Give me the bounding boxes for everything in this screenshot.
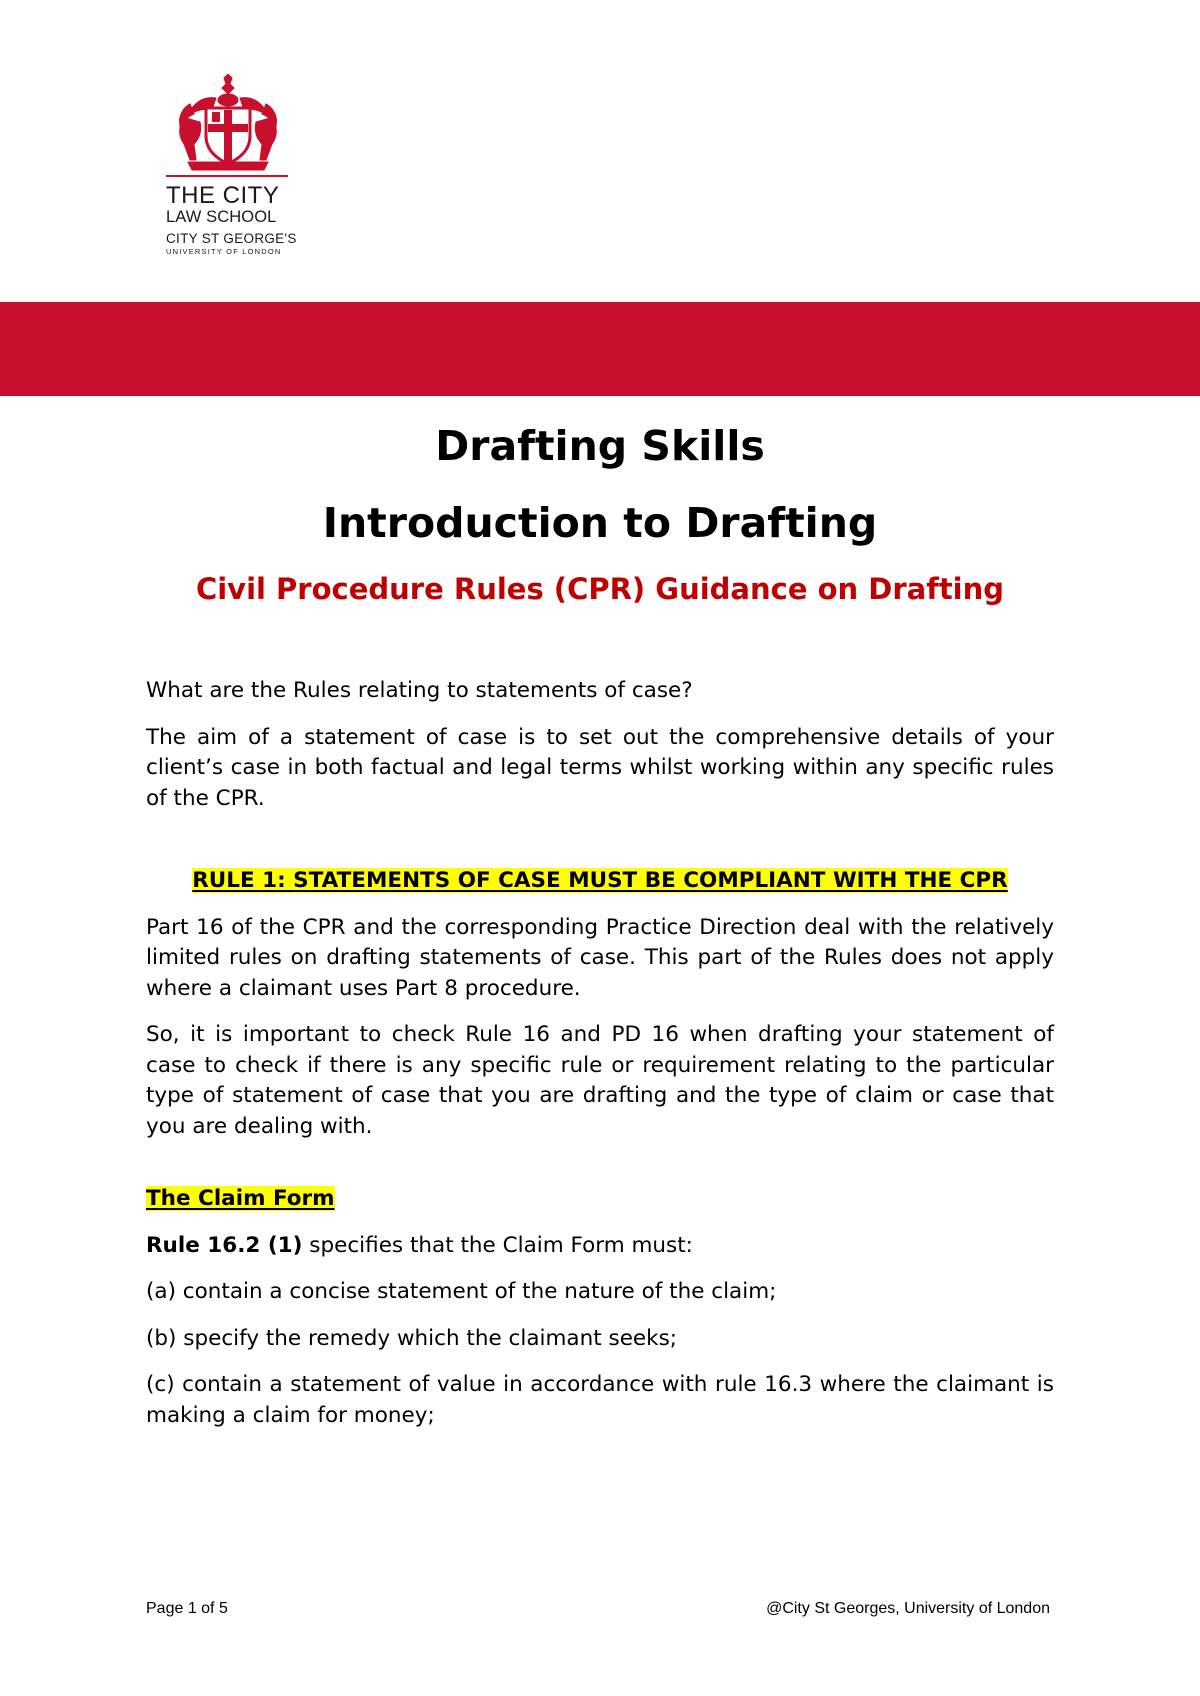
rule-reference: Rule 16.2 (1) bbox=[146, 1232, 303, 1258]
red-banner bbox=[0, 302, 1200, 396]
rule-1-heading-text: RULE 1: STATEMENTS OF CASE MUST BE COMPLIANT WITH THE CPR bbox=[192, 868, 1008, 893]
page-number: Page 1 of 5 bbox=[146, 1600, 228, 1617]
claim-form-heading-text: The Claim Form bbox=[146, 1186, 335, 1211]
logo-line-the-city: THE CITY bbox=[166, 182, 280, 209]
rule-reference-text: specifies that the Claim Form must: bbox=[302, 1232, 693, 1258]
logo-line-city-st-georges: CITY ST GEORGE'S bbox=[166, 231, 297, 246]
logo-line-university: UNIVERSITY OF LONDON bbox=[166, 247, 282, 256]
page-subtitle-main: Introduction to Drafting bbox=[322, 499, 878, 547]
intro-paragraph: The aim of a statement of case is to set out the comprehensive details of your client’s case in both factual and legal terms whilst working within any specific rules of the CPR. bbox=[146, 724, 1054, 811]
document-body bbox=[146, 676, 1054, 1431]
rule-reference-paragraph bbox=[146, 1231, 1054, 1262]
claim-form-heading bbox=[146, 1184, 1054, 1215]
page-subtitle-cpr: Civil Procedure Rules (CPR) Guidance on Drafting bbox=[195, 572, 1005, 606]
list-item: (a) contain a concise statement of the nature of the claim; bbox=[146, 1279, 777, 1304]
question-paragraph: What are the Rules relating to statements of case? bbox=[146, 678, 693, 703]
logo-line-law-school: LAW SCHOOL bbox=[166, 208, 277, 226]
list-item: (c) contain a statement of value in accordance with rule 16.3 where the claimant is making a claim for money; bbox=[146, 1372, 1054, 1428]
rule-1-paragraph-1: Part 16 of the CPR and the corresponding Practice Direction deal with the relatively limited rules on drafting statements of case. This part of the Rules does not apply where a claimant uses Part 8 procedure. bbox=[146, 914, 1054, 1001]
coat-of-arms-icon bbox=[166, 74, 290, 174]
rule-1-heading bbox=[146, 866, 1054, 897]
logo-divider bbox=[166, 175, 288, 177]
footer-copyright: @City St Georges, University of London bbox=[766, 1600, 1050, 1617]
page-title: Drafting Skills bbox=[435, 422, 765, 470]
rule-1-paragraph-2: So, it is important to check Rule 16 and PD 16 when drafting your statement of case to check if there is any specific rule or requirement relating to the particular type of statement of case that you are drafting and the type of claim or case that you are dealing with. bbox=[146, 1022, 1054, 1139]
law-school-logo bbox=[166, 74, 297, 260]
list-item: (b) specify the remedy which the claimant seeks; bbox=[146, 1325, 678, 1351]
